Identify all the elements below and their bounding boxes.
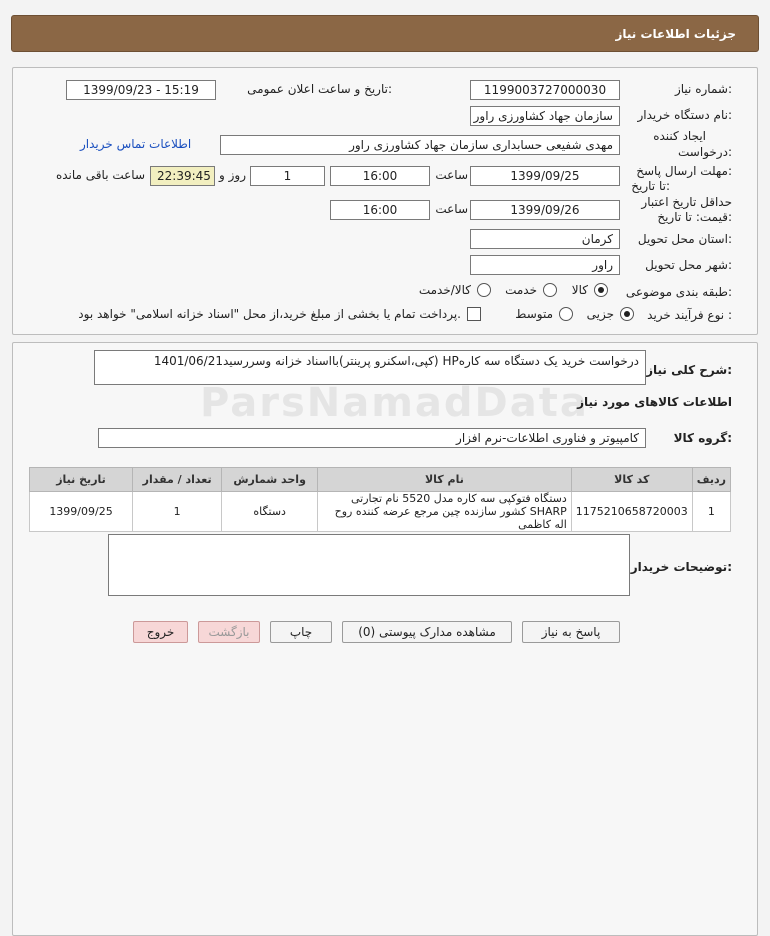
purchase-minor-label: جزیی [586,307,614,321]
col-date: تاریخ نیاز [30,468,133,492]
announce-date-field: 1399/09/23 - 15:19 [66,80,216,100]
description-label: شرح کلی نیاز: [646,363,732,377]
back-button[interactable]: بازگشت [198,621,260,643]
need-number-field: 1199003727000030 [470,80,620,100]
page-title-bar [11,15,759,52]
category-goods-radio[interactable] [594,283,608,297]
city-label: شهر محل تحویل: [645,258,732,272]
validity-label-1: حداقل تاریخ اعتبار [641,195,732,209]
goods-table-header [30,468,731,492]
exit-button[interactable]: خروج [133,621,188,643]
row-index: 1 [692,492,730,532]
category-service-radio[interactable] [543,283,557,297]
print-button[interactable]: چاپ [270,621,332,643]
days-remaining-field: 1 [250,166,325,186]
purchase-medium-radio[interactable] [559,307,573,321]
deadline-label-1: مهلت ارسال پاسخ: [636,164,732,178]
table-row [30,492,731,532]
creator-label-2: درخواست: [678,145,732,159]
buyer-notes-label: توضیحات خریدار: [630,560,732,574]
goods-table [29,467,731,532]
goods-group-label: گروه کالا: [673,431,732,445]
province-label: استان محل تحویل: [637,232,732,246]
goods-group-field: کامپیوتر و فناوری اطلاعات-نرم افزار [98,428,646,448]
creator-field: مهدی شفیعی حسابداری سازمان جهاد کشاورزی راور [220,135,620,155]
days-label: روز و [219,168,246,182]
buyer-notes-field [108,534,630,596]
row-date: 1399/09/25 [30,492,133,532]
goods-section-title: اطلاعات کالاهای مورد نیاز [577,395,732,409]
validity-label-2: قیمت: تا تاریخ: [657,210,732,224]
watermark-logo: ParsNamadData [200,380,589,426]
col-index: ردیف [692,468,730,492]
col-code: کد کالا [571,468,692,492]
validity-time-field: 16:00 [330,200,430,220]
buyer-org-label: نام دستگاه خریدار: [637,108,732,122]
deadline-date-field: 1399/09/25 [470,166,620,186]
validity-date-field: 1399/09/26 [470,200,620,220]
reply-button[interactable]: پاسخ به نیاز [522,621,620,643]
category-goods-label: کالا [571,283,588,297]
row-name: دستگاه فتوکپی سه کاره مدل 5520 نام تجارتی SHARP کشور سازنده چین مرجع عرضه کننده روح اله کاظمی [318,492,572,532]
validity-time-label: ساعت [435,202,468,216]
city-field: راور [470,255,620,275]
deadline-time-field: 16:00 [330,166,430,186]
time-remaining-label: ساعت باقی مانده [55,168,145,182]
buyer-contact-link[interactable]: اطلاعات تماس خریدار [80,137,192,151]
buyer-org-field: سازمان جهاد کشاورزی راور [470,106,620,126]
col-qty: تعداد / مقدار [133,468,222,492]
purchase-medium-label: متوسط [515,307,553,321]
treasury-payment-checkbox[interactable] [467,307,481,321]
category-goods-service-label: کالا/خدمت [418,283,471,297]
category-label: طبقه بندی موضوعی: [625,285,732,299]
treasury-payment-note: پرداخت تمام یا بخشی از مبلغ خرید،از محل "اسناد خزانه اسلامی" خواهد بود. [78,307,461,321]
province-field: کرمان [470,229,620,249]
row-unit: دستگاه [222,492,318,532]
need-number-label: شماره نیاز: [674,82,732,96]
creator-label-1: ایجاد کننده [653,129,706,143]
announce-date-label: تاریخ و ساعت اعلان عمومی: [247,82,392,96]
row-code: 1175210658720003 [571,492,692,532]
time-remaining-field: 22:39:45 [150,166,215,186]
category-goods-service-radio[interactable] [477,283,491,297]
deadline-label-2: تا تاریخ: [631,179,670,193]
col-name: نام کالا [318,468,572,492]
category-service-label: خدمت [505,283,537,297]
row-qty: 1 [133,492,222,532]
deadline-time-label: ساعت [435,168,468,182]
view-attachments-button[interactable]: مشاهده مدارک پیوستی (0) [342,621,512,643]
col-unit: واحد شمارش [222,468,318,492]
purchase-type-label: نوع فرآیند خرید : [647,308,732,322]
description-field: درخواست خرید یک دستگاه سه کارهHP (کپی،اسکنرو پرینتر)بااسناد خزانه وسررسید1401/06/21 [94,350,646,385]
purchase-minor-radio[interactable] [620,307,634,321]
page-title: جزئیات اطلاعات نیاز [615,26,736,41]
